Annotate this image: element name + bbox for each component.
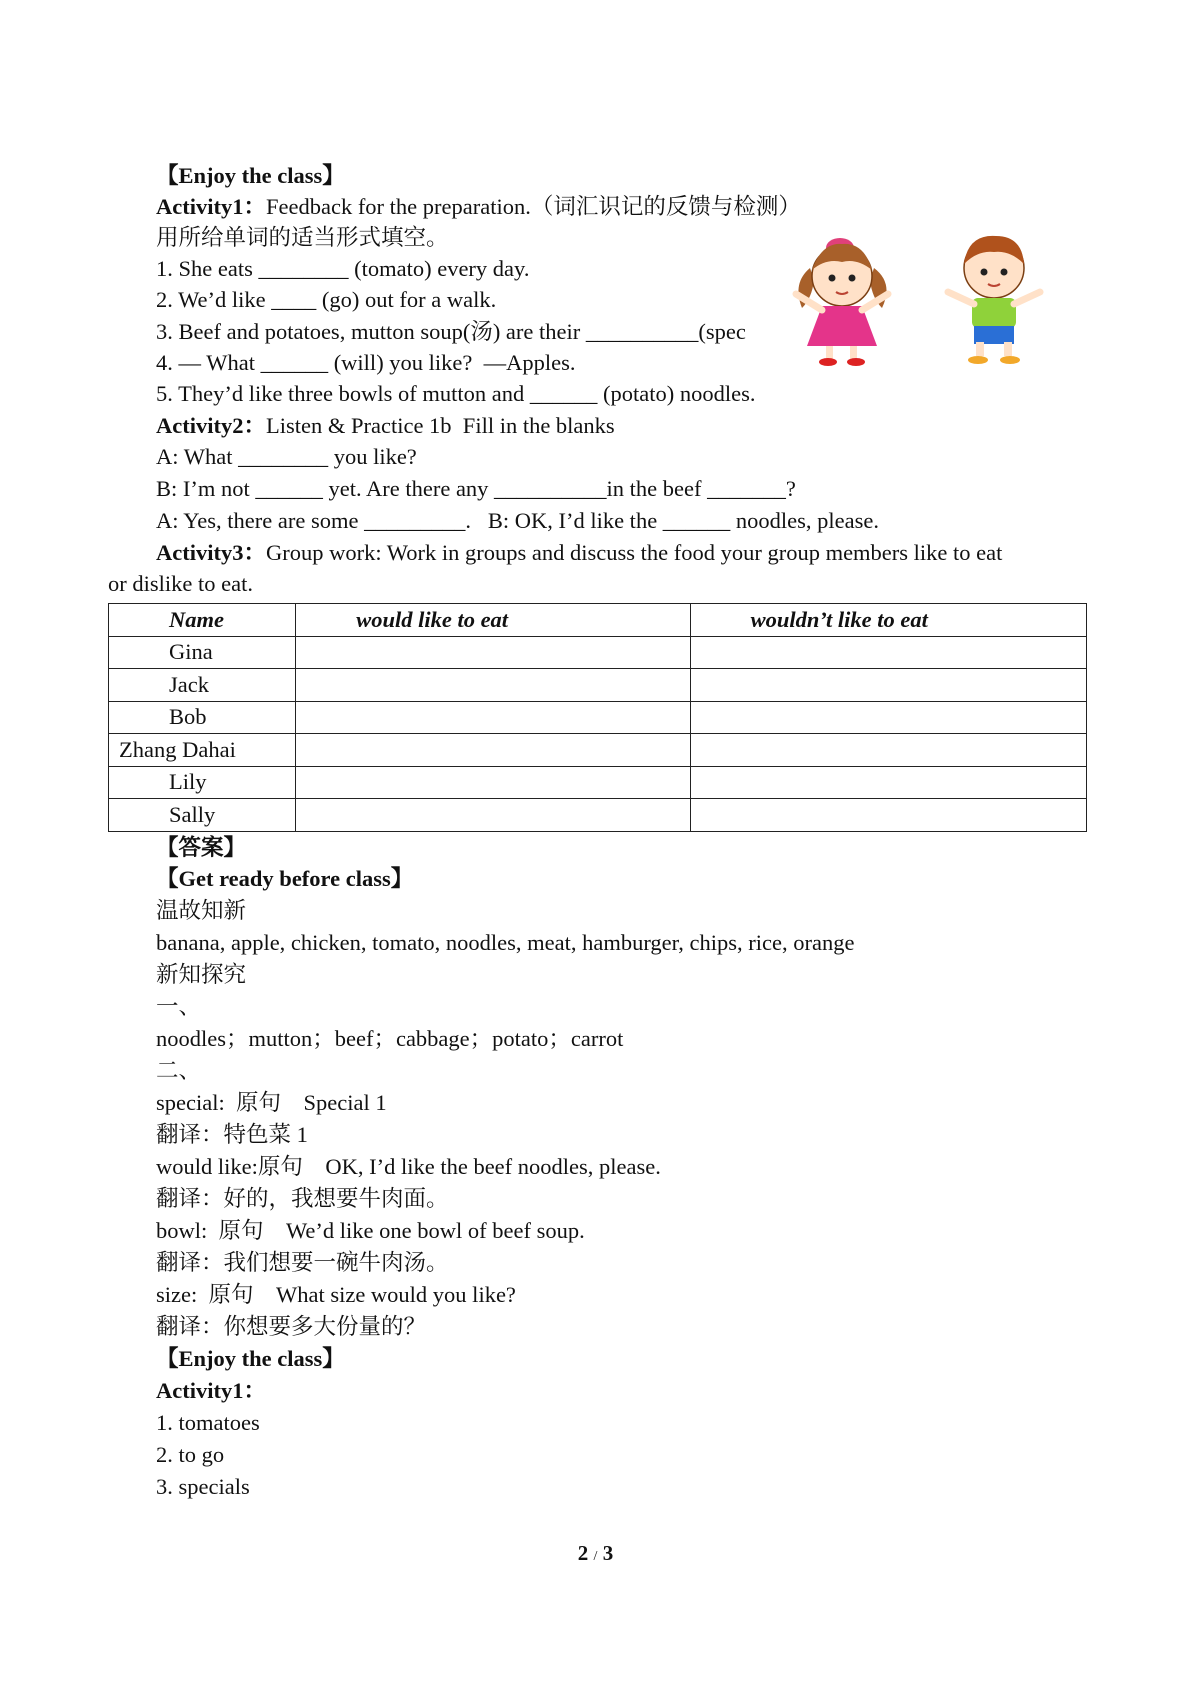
row-name-cell: Lily	[109, 766, 296, 799]
activity3-text-continued: or dislike to eat.	[108, 571, 253, 596]
instruction-line: 用所给单词的适当形式填空。	[156, 225, 449, 250]
activity3-text: Group work: Work in groups and discuss the food your group members like to eat	[265, 540, 1003, 565]
review-label: 温故知新	[156, 898, 247, 923]
row-name-cell: Zhang Dahai	[109, 734, 296, 767]
wouldnt-like-cell	[690, 701, 1086, 734]
answers-enjoy-heading: 【Enjoy the class】	[156, 1346, 345, 1371]
answer-item-1: 1. tomatoes	[156, 1410, 260, 1435]
food-preference-table	[108, 603, 1087, 832]
get-ready-heading: 【Get ready before class】	[156, 866, 414, 891]
table-row	[109, 701, 1087, 734]
answer-line: size: 原句 What size would you like?	[156, 1282, 516, 1307]
would-like-cell	[296, 669, 690, 702]
page-separator: /	[593, 1549, 598, 1564]
activity2-text: Listen & Practice 1b Fill in the blanks	[265, 413, 615, 438]
wouldnt-like-cell	[690, 766, 1086, 799]
activity1-text: Feedback for the preparation.（词汇识记的反馈与检测）	[265, 194, 801, 219]
would-like-cell	[296, 799, 690, 832]
answer-line: 翻译：特色菜 1	[156, 1122, 308, 1147]
page-number	[0, 1541, 1191, 1566]
answers-heading: 【答案】	[156, 835, 247, 860]
table-row	[109, 734, 1087, 767]
part1-label: 一、	[156, 994, 202, 1019]
answer-line: 翻译：你想要多大份量的？	[156, 1314, 427, 1339]
current-page: 2	[577, 1541, 589, 1565]
wouldnt-like-cell	[690, 799, 1086, 832]
review-words: banana, apple, chicken, tomato, noodles, meat, hamburger, chips, rice, orange	[156, 930, 855, 955]
row-name-cell: Gina	[109, 636, 296, 669]
exercise-item-3: 3. Beef and potatoes, mutton soup(汤) are their __________(spec	[156, 319, 746, 344]
activity1-label: Activity1：	[156, 194, 266, 219]
answer-item-3: 3. specials	[156, 1474, 250, 1499]
row-name-cell: Bob	[109, 701, 296, 734]
part2-label: 二、	[156, 1058, 202, 1083]
wouldnt-like-cell	[690, 734, 1086, 767]
dialogue-line-1: A: What ________ you like?	[156, 444, 417, 469]
answer-line: would like:原句 OK, I’d like the beef noodles, please.	[156, 1154, 661, 1179]
total-pages: 3	[602, 1541, 614, 1565]
exercise-item-5: 5. They’d like three bowls of mutton and ______ (potato) noodles.	[156, 381, 756, 406]
exercise-item-4: 4. — What ______ (will) you like? —Apples.	[156, 350, 576, 375]
wouldnt-like-cell	[690, 669, 1086, 702]
header-name: Name	[109, 604, 296, 637]
activity2-label: Activity2：	[156, 413, 266, 438]
new-knowledge-label: 新知探究	[156, 962, 247, 987]
table-row	[109, 799, 1087, 832]
answer-line: 翻译：我们想要一碗牛肉汤。	[156, 1250, 449, 1275]
answer-line: special: 原句 Special 1	[156, 1090, 387, 1115]
would-like-cell	[296, 636, 690, 669]
exercise-item-2: 2. We’d like ____ (go) out for a walk.	[156, 287, 497, 312]
dialogue-line-3: A: Yes, there are some _________. B: OK, I’d like the ______ noodles, please.	[156, 508, 880, 533]
wouldnt-like-cell	[690, 636, 1086, 669]
activity1-line	[156, 192, 801, 222]
header-wouldnt-like: wouldn’t like to eat	[690, 604, 1086, 637]
answer-line: 翻译：好的，我想要牛肉面。	[156, 1186, 449, 1211]
part1-words: noodles；mutton；beef；cabbage；potato；carrot	[156, 1026, 624, 1051]
would-like-cell	[296, 734, 690, 767]
table-row	[109, 766, 1087, 799]
girl-cartoon	[796, 238, 888, 366]
would-like-cell	[296, 766, 690, 799]
kids-cartoon-illustration	[782, 228, 1064, 368]
dialogue-line-2: B: I’m not ______ yet. Are there any __________in the beef _______?	[156, 476, 796, 501]
enjoy-class-heading: 【Enjoy the class】	[156, 163, 345, 188]
table-header-row	[109, 604, 1087, 637]
header-would-like: would like to eat	[296, 604, 690, 637]
activity2-line	[156, 411, 615, 441]
would-like-cell	[296, 701, 690, 734]
boy-cartoon	[948, 236, 1040, 364]
table-row	[109, 636, 1087, 669]
row-name-cell: Sally	[109, 799, 296, 832]
activity3-label: Activity3：	[156, 540, 266, 565]
answer-item-2: 2. to go	[156, 1442, 225, 1467]
table-row	[109, 669, 1087, 702]
activity3-line	[156, 538, 1002, 568]
answer-line: bowl: 原句 We’d like one bowl of beef soup.	[156, 1218, 585, 1243]
exercise-item-1: 1. She eats ________ (tomato) every day.	[156, 256, 530, 281]
answers-activity1-label: Activity1：	[156, 1378, 266, 1403]
row-name-cell: Jack	[109, 669, 296, 702]
